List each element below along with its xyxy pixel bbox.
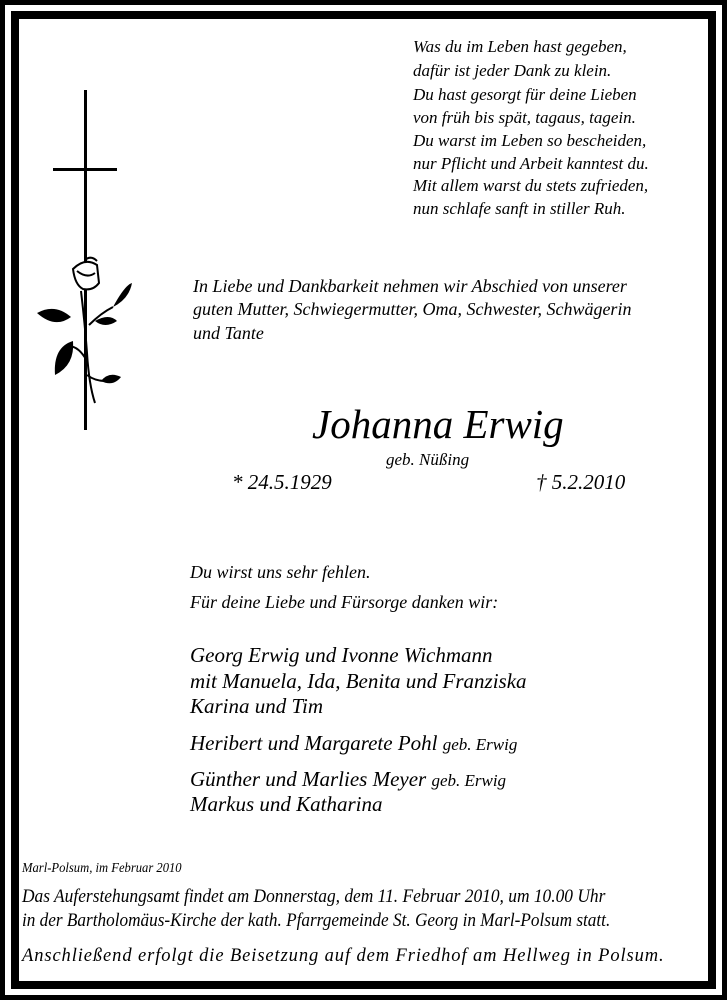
poem-line: Was du im Leben hast gegeben, bbox=[413, 37, 627, 56]
poem-line: nun schlafe sanft in stiller Ruh. bbox=[413, 199, 626, 218]
cross-with-rose-icon bbox=[25, 85, 135, 435]
poem-line: Du warst im Leben so bescheiden, bbox=[413, 131, 647, 150]
burial-line: Anschließend erfolgt die Beisetzung auf dem Friedhof am Hellweg in Polsum. bbox=[22, 946, 665, 966]
family-line: Günther und Marlies Meyer geb. Erwig bbox=[190, 767, 507, 791]
poem-line: Mit allem warst du stets zufrieden, bbox=[413, 176, 649, 195]
service-line: in der Bartholomäus-Kirche der kath. Pfarrgemeinde St. Georg in Marl-Polsum statt. bbox=[22, 911, 611, 931]
intro-line: In Liebe und Dankbarkeit nehmen wir Abschied von unserer bbox=[193, 276, 627, 296]
farewell-line: Du wirst uns sehr fehlen. bbox=[190, 562, 371, 582]
maiden-name: geb. Nüßing bbox=[386, 450, 470, 469]
poem-line: von früh bis spät, tagaus, tagein. bbox=[413, 108, 636, 127]
birth-date: * 24.5.1929 bbox=[232, 470, 332, 494]
family-line: Heribert und Margarete Pohl geb. Erwig bbox=[190, 731, 518, 755]
poem-line: nur Pflicht und Arbeit kanntest du. bbox=[413, 154, 649, 173]
poem-line: dafür ist jeder Dank zu klein. bbox=[413, 61, 612, 80]
family-line: Markus und Katharina bbox=[190, 792, 383, 816]
death-date: † 5.2.2010 bbox=[536, 470, 626, 494]
place-date: Marl-Polsum, im Februar 2010 bbox=[22, 861, 182, 876]
intro-line: und Tante bbox=[193, 323, 264, 343]
service-line: Das Auferstehungsamt findet am Donnerstag, dem 11. Februar 2010, um 10.00 Uhr bbox=[22, 887, 606, 907]
family-line: Georg Erwig und Ivonne Wichmann bbox=[190, 643, 493, 667]
deceased-name: Johanna Erwig bbox=[312, 401, 564, 447]
family-line: mit Manuela, Ida, Benita und Franziska bbox=[190, 669, 527, 693]
poem-line: Du hast gesorgt für deine Lieben bbox=[413, 85, 637, 104]
farewell-line: Für deine Liebe und Fürsorge danken wir: bbox=[190, 592, 499, 612]
intro-line: guten Mutter, Schwiegermutter, Oma, Schwester, Schwägerin bbox=[193, 299, 632, 319]
family-line: Karina und Tim bbox=[190, 694, 324, 718]
